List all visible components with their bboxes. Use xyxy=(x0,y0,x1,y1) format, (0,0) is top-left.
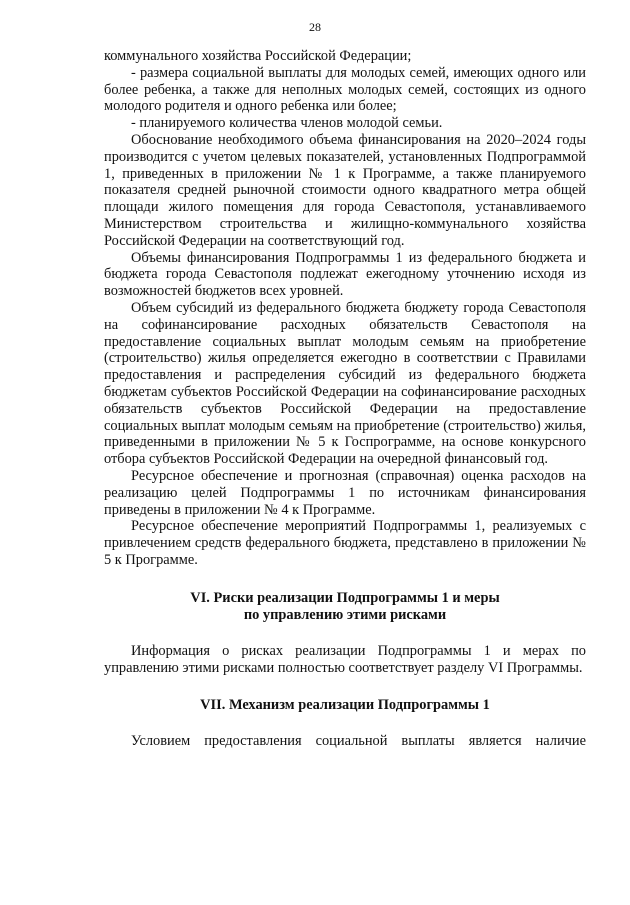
paragraph: Ресурсное обеспечение и прогнозная (справочная) оценка расходов на реализацию целей Подпрограммы 1 по источникам финансирования приведены в приложении № 4 к Программе. xyxy=(104,467,586,518)
document-body xyxy=(104,48,586,750)
paragraph: Обоснование необходимого объема финансирования на 2020–2024 годы производится с учетом целевых показателей, установленных Подпрограммой 1, приведенных в приложении № 1 к Программе, а также планируемого показателя средней рыночной стоимости одного квадратного метра общей площади жилого помещения для города Севастополя, устанавливаемого Министерством строительства и жилищно-коммунального хозяйства Российской Федерации на соответствующий год. xyxy=(104,131,586,249)
paragraph: коммунального хозяйства Российской Федерации; xyxy=(104,48,412,64)
paragraph: Информация о рисках реализации Подпрограммы 1 и мерах по управлению этими рисками полностью соответствует разделу VI Программы. xyxy=(104,642,586,676)
section-heading xyxy=(104,590,586,624)
paragraph: Объем субсидий из федерального бюджета бюджету города Севастополя на софинансирование расходных обязательств Севастополя на предоставление социальных выплат молодым семьям на приобретение (строительство) жилья определяется ежегодно в соответствии с Правилами предоставления и распределения субсидий из федерального бюджета бюджетам субъектов Российской Федерации на софинансирование расходных обязательств субъектов Российской Федерации на предоставление социальных выплат молодым семьям на приобретение (строительство) жилья, приведенными в приложении № 5 к Госпрограмме, на основе конкурсного отбора субъектов Российской Федерации на очередной финансовый год. xyxy=(104,299,586,468)
section-heading: VII. Механизм реализации Подпрограммы 1 xyxy=(200,697,490,714)
paragraph: - планируемого количества членов молодой семьи. xyxy=(131,115,443,132)
section-heading-line: по управлению этими рисками xyxy=(243,606,447,623)
page-number: 28 xyxy=(309,20,321,34)
paragraph: Условием предоставления социальной выплаты является наличие xyxy=(131,733,586,750)
section-heading-line: VI. Риски реализации Подпрограммы 1 и меры xyxy=(190,589,500,606)
paragraph: Объемы финансирования Подпрограммы 1 из федерального бюджета и бюджета города Севастополя подлежат ежегодному уточнению исходя из возможностей бюджетов всех уровней. xyxy=(104,249,586,300)
paragraph: Ресурсное обеспечение мероприятий Подпрограммы 1, реализуемых с привлечением средств федерального бюджета, представлено в приложении № 5 к Программе. xyxy=(104,518,586,568)
paragraph: - размера социальной выплаты для молодых семей, имеющих одного или более ребенка, а также для неполных молодых семей, состоящих из одного молодого родителя и одного ребенка или более; xyxy=(104,64,586,115)
